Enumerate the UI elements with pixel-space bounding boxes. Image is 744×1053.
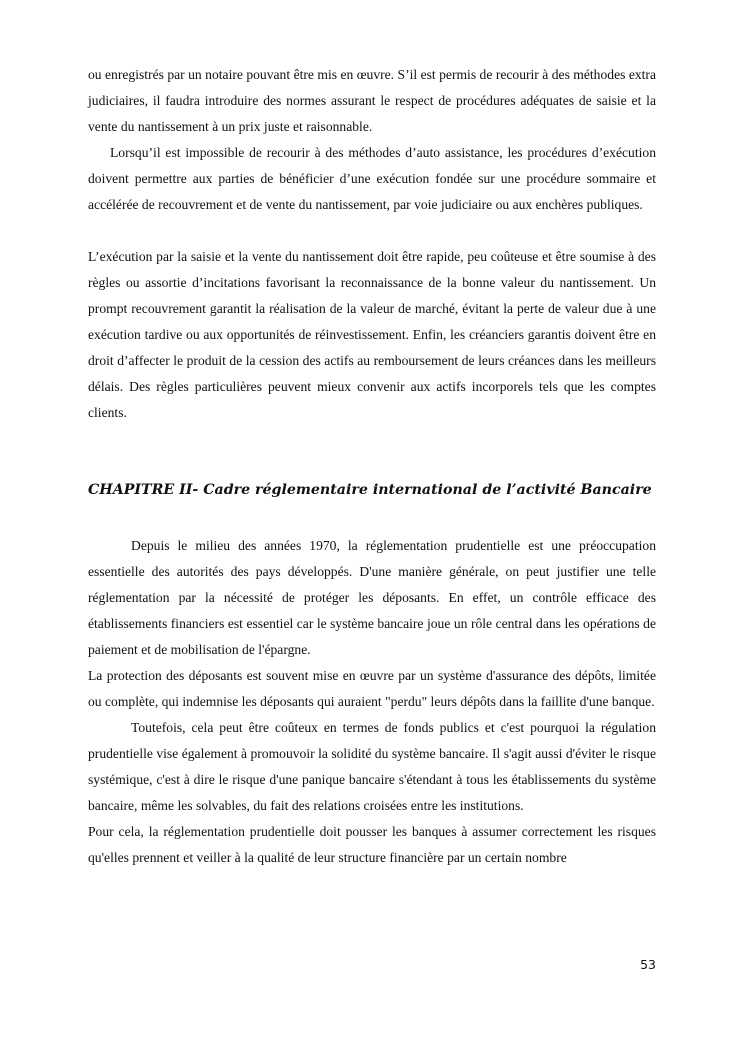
paragraph: ou enregistrés par un notaire pouvant être mis en œuvre. S’il est permis de recourir à des méthodes extra judiciaires, il faudra introduire des normes assurant le respect de procédures adéquates de saisie et la vente du nantissement à un prix juste et raisonnable. [88,67,656,134]
page-number: 53 [640,957,656,972]
body-text-top [88,62,656,426]
paragraph: Toutefois, cela peut être coûteux en termes de fonds publics et c'est pourquoi la régulation prudentielle vise également à promouvoir la solidité du système bancaire. Il s'agit aussi d'éviter le risque systémique, c'est à dire le risque d'une panique bancaire s'étendant à tous les établissements du système bancaire, même les solvables, du fait des relations croisées entre les institutions. [88,720,656,813]
paragraph: Pour cela, la réglementation prudentielle doit pousser les banques à assumer correctement les risques qu'elles prennent et veiller à la qualité de leur structure financière par un certain nombre [88,824,656,865]
paragraph: L’exécution par la saisie et la vente du nantissement doit être rapide, peu coûteuse et être soumise à des règles ou assortie d’incitations favorisant la reconnaissance de la bonne valeur du nantissement. Un prompt recouvrement garantit la réalisation de la valeur de marché, évitant la perte de valeur due à une exécution tardive ou aux opportunités de réinvestissement. Enfin, les créanciers garantis doivent être en droit d’affecter le produit de la cession des actifs au remboursement de leurs créances dans les meilleurs délais. Des règles particulières peuvent mieux convenir aux actifs incorporels tels que les comptes clients. [88,249,656,420]
paragraph: La protection des déposants est souvent mise en œuvre par un système d'assurance des dépôts, limitée ou complète, qui indemnise les déposants qui auraient "perdu" leurs dépôts dans la faillite d'une banque. [88,668,656,709]
paragraph: Lorsqu’il est impossible de recourir à des méthodes d’auto assistance, les procédures d’exécution doivent permettre aux parties de bénéficier d’une exécution fondée sur une procédure sommaire et accélérée de recouvrement et de vente du nantissement, par voie judiciaire ou aux enchères publiques. [88,145,656,212]
paragraph: Depuis le milieu des années 1970, la réglementation prudentielle est une préoccupation essentielle des autorités des pays développés. D'une manière générale, on peut justifier une telle réglementation par la nécessité de protéger les déposants. En effet, un contrôle efficace des établissements financiers est essentiel car le système bancaire joue un rôle central dans les opérations de paiement et de mobilisation de l'épargne. [88,538,656,657]
body-text-bottom [88,533,656,871]
chapter-heading: CHAPITRE II- Cadre réglementaire international de l’activité Bancaire [88,482,652,498]
